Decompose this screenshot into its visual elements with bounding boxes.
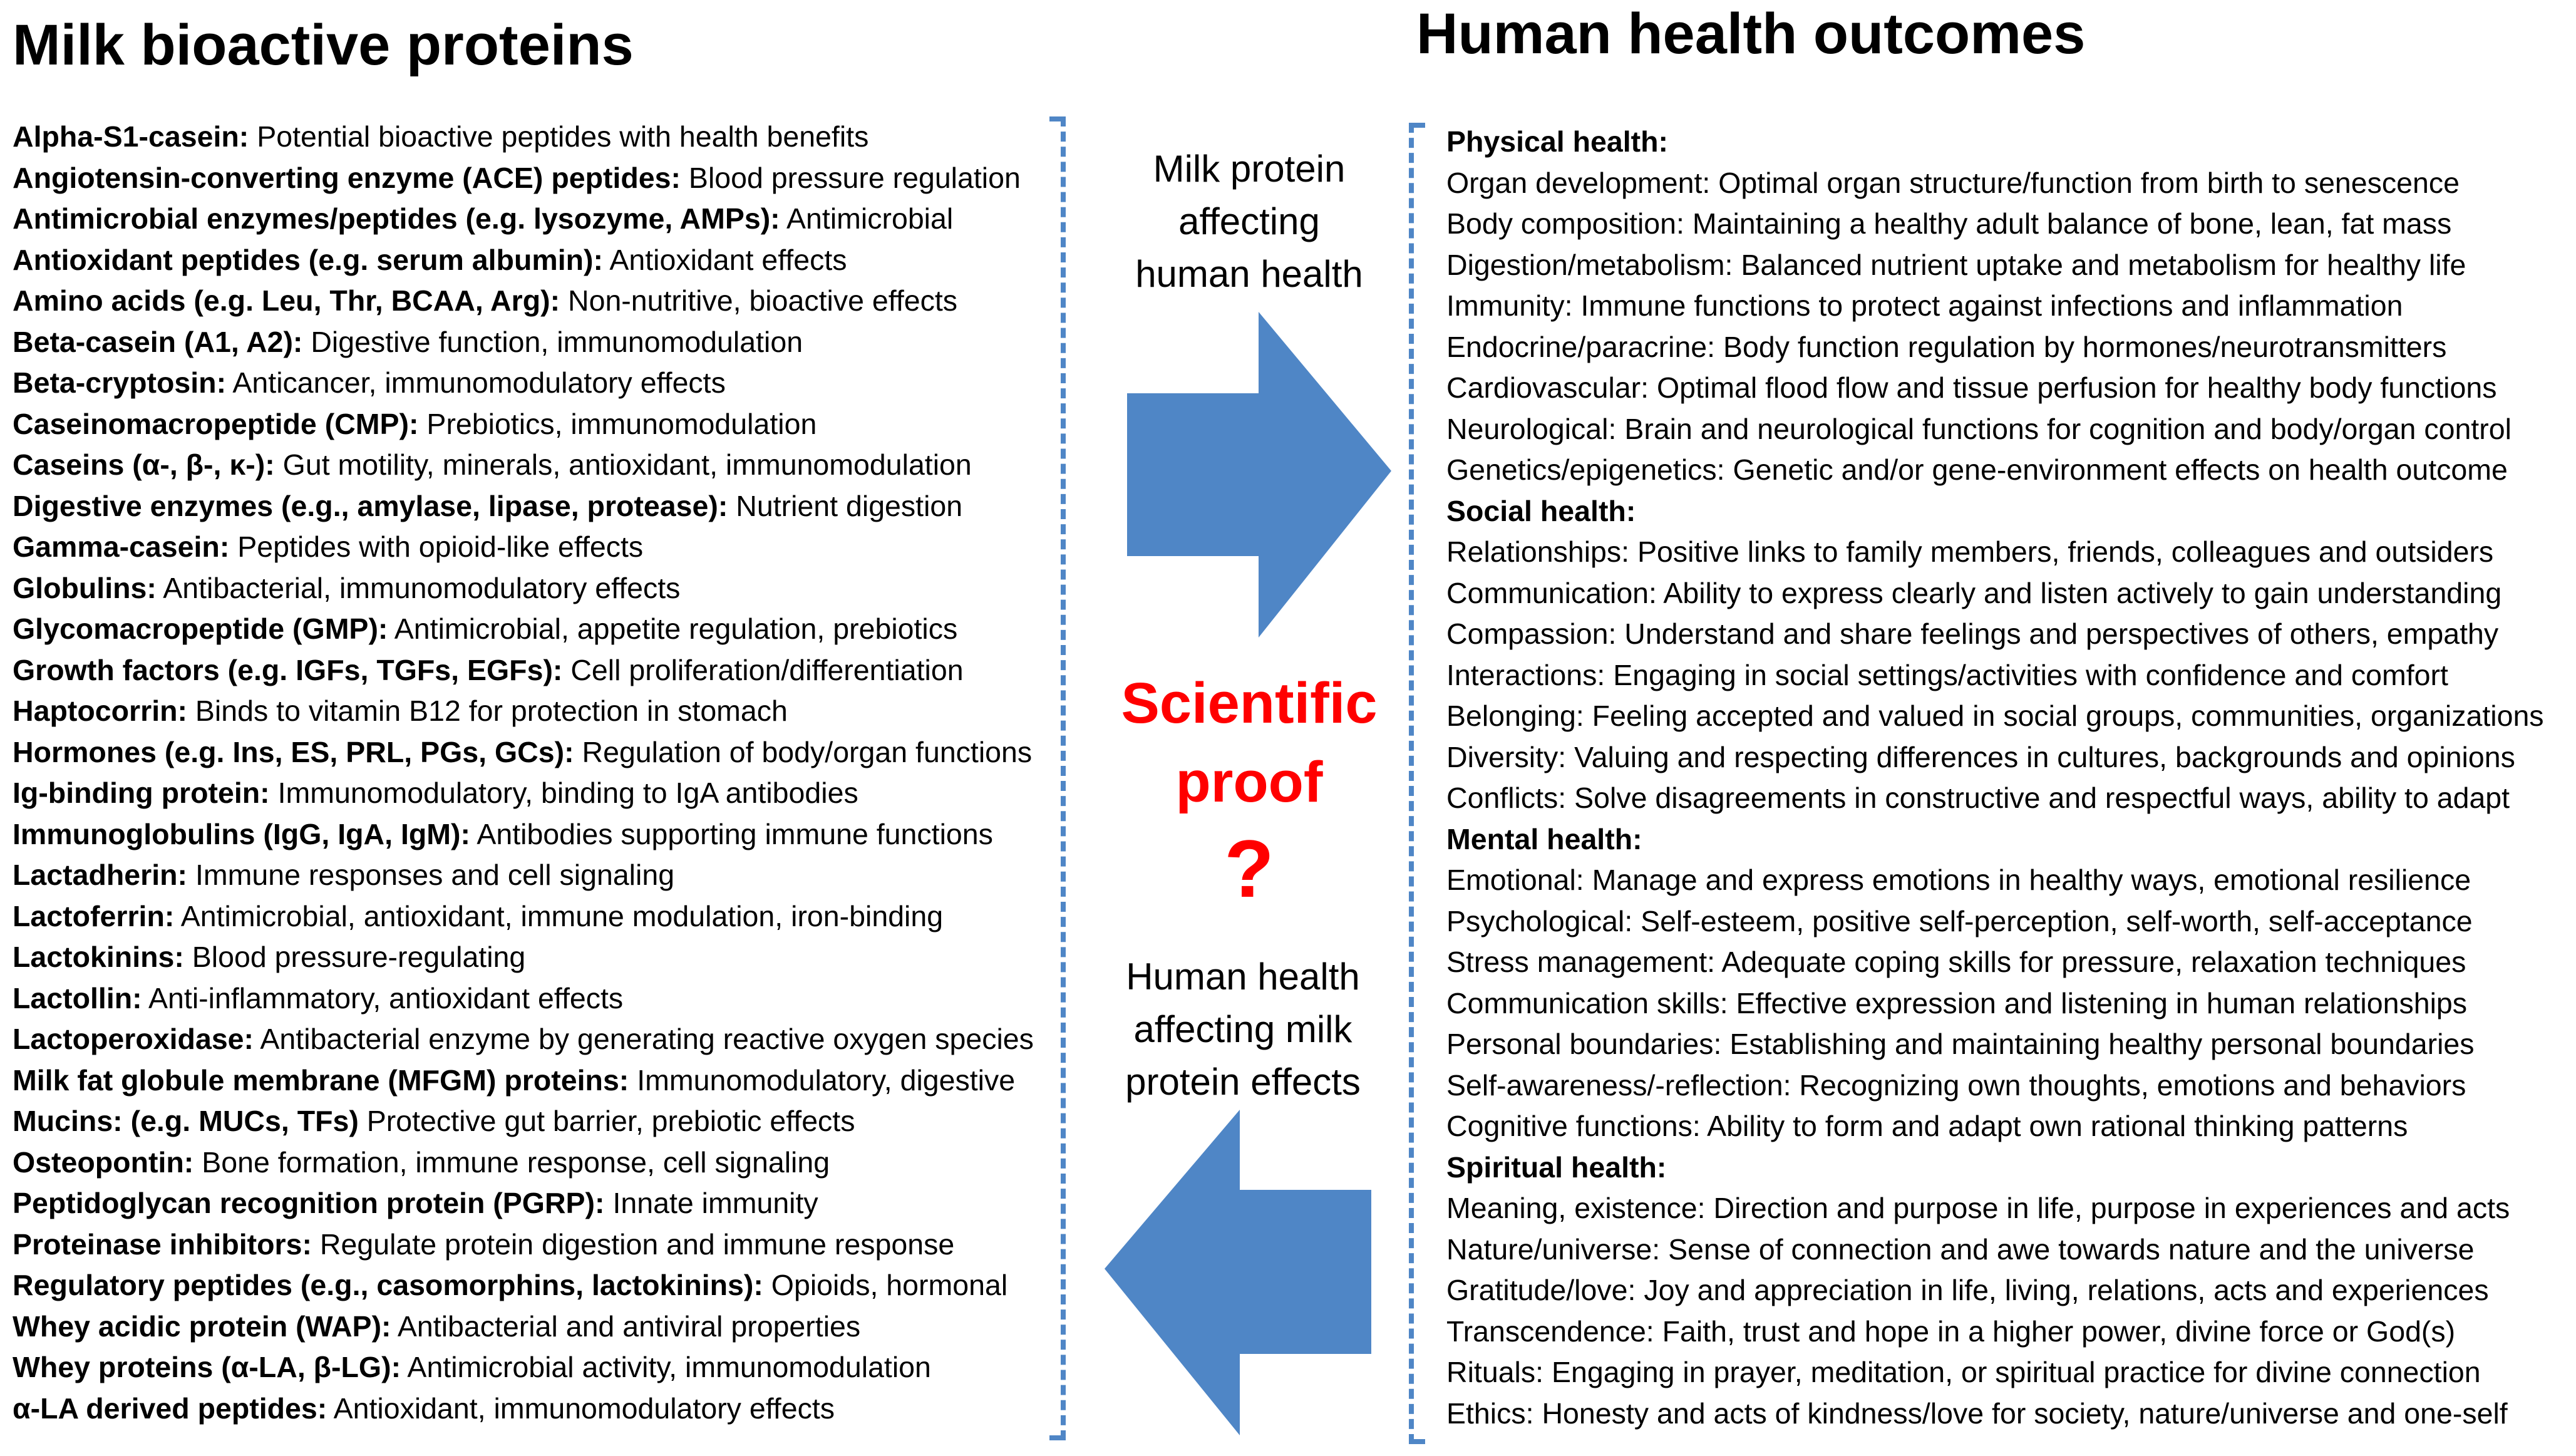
protein-effect: Blood pressure-regulating — [183, 941, 526, 973]
protein-term: Gamma-casein: — [13, 530, 230, 563]
protein-term: Immunoglobulins (IgG, IgA, IgM): — [13, 817, 470, 850]
protein-effect: Digestive function, immunomodulation — [302, 325, 803, 358]
protein-term: Peptidoglycan recognition protein (PGRP): — [13, 1187, 605, 1219]
protein-effect: Non-nutritive, bioactive effects — [560, 284, 958, 317]
list-item: Diversity: Valuing and respecting differences in cultures, backgrounds and opinions — [1446, 740, 2515, 773]
protein-effect: Protective gut barrier, prebiotic effects — [358, 1105, 855, 1137]
physical-health-heading: Physical health: — [1446, 125, 1669, 158]
list-item: Rituals: Engaging in prayer, meditation, or spiritual practice for divine connection — [1446, 1356, 2481, 1388]
list-item: Stress management: Adequate coping skills for pressure, relaxation techniques — [1446, 946, 2466, 978]
protein-term: Globulins: — [13, 571, 157, 604]
spiritual-health-heading: Spiritual health: — [1446, 1150, 1667, 1184]
scientific-proof-label — [1064, 664, 1434, 916]
protein-term: Whey acidic protein (WAP): — [13, 1309, 391, 1343]
protein-effect: Binds to vitamin B12 for protection in stomach — [187, 694, 788, 727]
protein-effect: Antibacterial enzyme by generating reactive oxygen species — [254, 1023, 1034, 1055]
mental-health-heading: Mental health: — [1446, 822, 1642, 855]
list-item: Neurological: Brain and neurological functions for cognition and body/organ control — [1446, 412, 2512, 445]
protein-term: Caseins (α-, β-, κ-): — [13, 448, 275, 481]
list-item: Compassion: Understand and share feelings and perspectives of others, empathy — [1446, 617, 2499, 650]
protein-term: Milk fat globule membrane (MFGM) proteins: — [13, 1063, 629, 1097]
protein-term: Haptocorrin: — [13, 694, 187, 727]
list-item: Cognitive functions: Ability to form and adapt own rational thinking patterns — [1446, 1110, 2408, 1142]
protein-term: Growth factors (e.g. IGFs, TGFs, EGFs): — [13, 653, 563, 686]
protein-effect: Bone formation, immune response, cell signaling — [193, 1145, 830, 1179]
protein-effect: Antioxidant, immunomodulatory effects — [327, 1391, 835, 1425]
list-item: Belonging: Feeling accepted and valued in social groups, communities, organizations — [1446, 700, 2544, 732]
protein-effect: Immune responses and cell signaling — [187, 859, 675, 891]
protein-term: Mucins: (e.g. MUCs, TFs) — [13, 1105, 359, 1137]
list-item: Genetics/epigenetics: Genetic and/or gene-environment effects on health outcome — [1446, 453, 2508, 486]
protein-term: α-LA derived peptides: — [13, 1391, 327, 1425]
protein-term: Whey proteins (α-LA, β-LG): — [13, 1351, 401, 1383]
protein-effect: Innate immunity — [604, 1187, 818, 1219]
list-item: Self-awareness/-reflection: Recognizing own thoughts, emotions and behaviors — [1446, 1068, 2466, 1102]
list-item: Endocrine/paracrine: Body function regulation by hormones/neurotransmitters — [1446, 330, 2447, 363]
protein-effect: Gut motility, minerals, antioxidant, immunomodulation — [274, 448, 972, 481]
protein-term: Osteopontin: — [13, 1145, 194, 1179]
protein-effect: Antimicrobial, antioxidant, immune modulation, iron-binding — [174, 899, 944, 932]
list-item: Emotional: Manage and express emotions in healthy ways, emotional resilience — [1446, 864, 2471, 896]
right-arrow-icon — [1127, 312, 1391, 638]
protein-term: Digestive enzymes (e.g., amylase, lipase, protease): — [13, 489, 728, 522]
protein-term: Caseinomacropeptide (CMP): — [13, 407, 419, 440]
proof-line: proof — [1175, 750, 1323, 814]
list-item: Communication skills: Effective expression and listening in human relationships — [1446, 986, 2468, 1020]
list-item: Personal boundaries: Establishing and maintaining healthy personal boundaries — [1446, 1028, 2475, 1060]
protein-term: Hormones (e.g. Ins, ES, PRL, PGs, GCs): — [13, 735, 574, 768]
protein-effect: Prebiotics, immunomodulation — [418, 407, 817, 440]
protein-term: Lactollin: — [13, 981, 142, 1015]
caption-line: affecting milk — [1133, 1008, 1352, 1050]
protein-term: Beta-casein (A1, A2): — [13, 325, 303, 358]
protein-term: Antioxidant peptides (e.g. serum albumin): — [13, 243, 603, 276]
milk-bioactive-proteins-title: Milk bioactive proteins — [13, 13, 634, 77]
protein-effect: Antimicrobial — [780, 202, 954, 235]
list-item: Communication: Ability to express clearly and listen actively to gain understanding — [1446, 576, 2502, 609]
list-item: Conflicts: Solve disagreements in constructive and respectful ways, ability to adapt — [1446, 782, 2510, 814]
health-affecting-milk-caption — [1064, 951, 1421, 1108]
protein-term: Lactokinins: — [13, 941, 184, 973]
protein-effect: Regulation of body/organ functions — [574, 735, 1033, 768]
protein-term: Lactoferrin: — [13, 899, 175, 932]
protein-effect: Anticancer, immunomodulatory effects — [226, 366, 726, 399]
list-item: Psychological: Self-esteem, positive self-perception, self-worth, self-acceptance — [1446, 904, 2473, 937]
caption-line: human health — [1135, 253, 1363, 295]
list-item: Body composition: Maintaining a healthy adult balance of bone, lean, fat mass — [1446, 207, 2452, 240]
protein-effect: Blood pressure regulation — [681, 161, 1021, 194]
list-item: Immunity: Immune functions to protect against infections and inflammation — [1446, 289, 2403, 322]
list-item: Organ development: Optimal organ structure/function from birth to senescence — [1446, 166, 2460, 199]
protein-term: Proteinase inhibitors: — [13, 1227, 312, 1261]
protein-term: Amino acids (e.g. Leu, Thr, BCAA, Arg): — [13, 284, 560, 317]
list-item: Interactions: Engaging in social settings/activities with confidence and comfort — [1446, 658, 2448, 691]
list-item: Gratitude/love: Joy and appreciation in life, living, relations, acts and experiences — [1446, 1274, 2489, 1306]
left-arrow-icon — [1105, 1110, 1371, 1435]
protein-term: Lactadherin: — [13, 859, 188, 891]
protein-effect: Immunomodulatory, binding to IgA antibodies — [269, 777, 858, 809]
protein-term: Antimicrobial enzymes/peptides (e.g. lysozyme, AMPs): — [13, 202, 780, 235]
list-item: Digestion/metabolism: Balanced nutrient uptake and metabolism for healthy life — [1446, 248, 2466, 281]
protein-effect: Regulate protein digestion and immune response — [312, 1227, 955, 1261]
list-item: Meaning, existence: Direction and purpose in life, purpose in experiences and acts — [1446, 1192, 2510, 1224]
list-item: Ethics: Honesty and acts of kindness/love for society, nature/universe and one-self — [1446, 1397, 2508, 1430]
protein-term: Lactoperoxidase: — [13, 1023, 254, 1055]
protein-term: Alpha-S1-casein: — [13, 120, 249, 153]
protein-term: Glycomacropeptide (GMP): — [13, 612, 388, 645]
protein-effect: Nutrient digestion — [728, 489, 963, 522]
protein-effect: Peptides with opioid-like effects — [229, 530, 644, 563]
protein-effect: Antibacterial, immunomodulatory effects — [156, 571, 681, 604]
protein-effect: Anti-inflammatory, antioxidant effects — [142, 981, 624, 1015]
caption-line: Milk protein — [1153, 148, 1346, 190]
protein-effect: Immunomodulatory, digestive — [629, 1063, 1016, 1097]
protein-effect: Antimicrobial, appetite regulation, prebiotics — [388, 612, 958, 645]
proof-line: Scientific — [1121, 671, 1378, 735]
question-mark: ? — [1224, 823, 1274, 914]
caption-line: affecting — [1178, 200, 1320, 242]
caption-line: protein effects — [1125, 1061, 1361, 1103]
list-item: Cardiovascular: Optimal flood flow and tissue perfusion for healthy body functions — [1446, 371, 2497, 404]
protein-effect: Opioids, hormonal — [763, 1269, 1008, 1301]
protein-term: Regulatory peptides (e.g., casomorphins, lactokinins): — [13, 1269, 763, 1301]
protein-term: Angiotensin-converting enzyme (ACE) peptides: — [13, 161, 681, 194]
list-item: Relationships: Positive links to family members, friends, colleagues and outsiders — [1446, 535, 2494, 568]
protein-effect: Antibacterial and antiviral properties — [391, 1309, 861, 1343]
protein-effect: Antimicrobial activity, immunomodulation — [401, 1351, 931, 1383]
protein-term: Ig-binding protein: — [13, 777, 270, 809]
protein-effect: Cell proliferation/differentiation — [562, 653, 964, 686]
social-health-heading: Social health: — [1446, 494, 1636, 527]
protein-effect: Antioxidant effects — [603, 243, 847, 276]
human-health-outcomes-title: Human health outcomes — [1416, 2, 2086, 66]
protein-term: Beta-cryptosin: — [13, 366, 227, 399]
list-item: Nature/universe: Sense of connection and awe towards nature and the universe — [1446, 1232, 2475, 1266]
caption-line: Human health — [1126, 956, 1360, 998]
protein-effect: Antibodies supporting immune functions — [470, 817, 993, 850]
list-item: Transcendence: Faith, trust and hope in a higher power, divine force or God(s) — [1446, 1314, 2456, 1348]
protein-effect: Potential bioactive peptides with health benefits — [249, 120, 869, 153]
